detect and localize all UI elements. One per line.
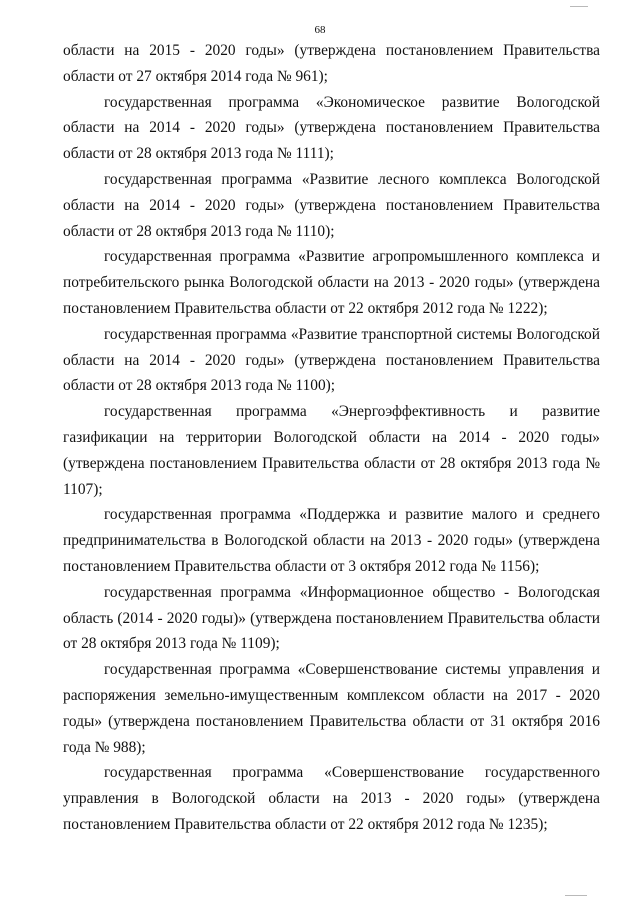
scan-artifact-top (570, 6, 588, 7)
paragraph-program-energy-efficiency: государственная программа «Энергоэффективность и развитие газификации на территории Вологодской области на 2014 - 2020 годы» (утверждена постановлением Правительства области от 28 октября 2013 года № 1107); (63, 403, 600, 498)
paragraph-program-forestry: государственная программа «Развитие лесного комплекса Вологодской области на 2014 - 2020 годы» (утверждена постановлением Правительства области от 28 октября 2013 года № 1110); (63, 170, 600, 240)
paragraph-program-small-business: государственная программа «Поддержка и развитие малого и среднего предпринимательства в Вологодской области на 2013 - 2020 годы» (утверждена постановлением Правительства области от 3 октября 2012 года № 1156); (63, 506, 600, 575)
paragraph-program-land-property: государственная программа «Совершенствование системы управления и распоряжения земельно-имущественным комплексом области на 2017 - 2020 годы» (утверждена постановлением Правительства области от 31 октября 2016 года № 988); (63, 661, 600, 756)
paragraph-program-transport: государственная программа «Развитие транспортной системы Вологодской области на 2014 - 2020 годы» (утверждена постановлением Правительства области от 28 октября 2013 года № 1100); (63, 325, 600, 395)
document-body (63, 38, 600, 838)
paragraph-program-information-society: государственная программа «Информационное общество - Вологодская область (2014 - 2020 годы)» (утверждена постановлением Правительства области от 28 октября 2013 года № 1109); (63, 583, 600, 653)
scan-artifact-bottom (565, 895, 587, 896)
page-number: 68 (314, 24, 326, 36)
paragraph-program-agro-industrial: государственная программа «Развитие агропромышленного комплекса и потребительского рынка Вологодской области на 2013 - 2020 годы» (утверждена постановлением Правительства области от 22 октября 2012 года № 1222); (63, 248, 600, 317)
paragraph-program-public-administration: государственная программа «Совершенствование государственного управления в Вологодской области на 2013 - 2020 годы» (утверждена постановлением Правительства области от 22 октября 2012 года № 1235); (63, 764, 600, 833)
paragraph-program-economic-development: государственная программа «Экономическое развитие Вологодской области на 2014 - 2020 годы» (утверждена постановлением Правительства области от 28 октября 2013 года № 1111); (63, 93, 600, 163)
paragraph-continuation: области на 2015 - 2020 годы» (утверждена постановлением Правительства области от 27 октября 2014 года № 961); (63, 42, 600, 85)
